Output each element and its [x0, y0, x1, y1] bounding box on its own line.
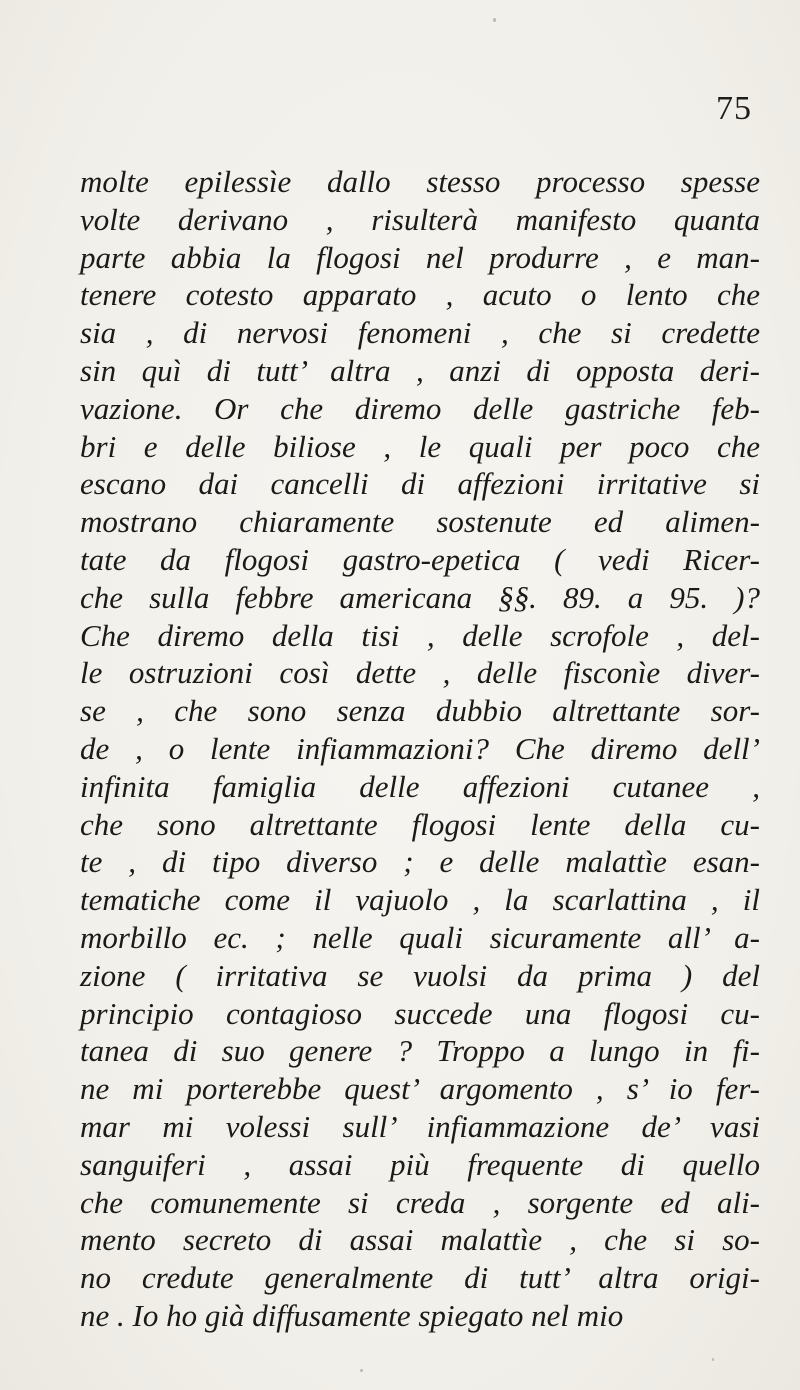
text-line: ne mi porterebbe quest’ argomento , s’ io fer-: [80, 1071, 760, 1107]
text-line: volte derivano , risulterà manifesto quanta: [80, 201, 760, 237]
text-line: molte epilessìe dallo stesso processo spesse: [80, 164, 760, 199]
text-line: bri e delle biliose , le quali per poco che: [80, 428, 760, 464]
text-line: che sono altrettante flogosi lente della cu-: [80, 806, 760, 842]
text-line: vazione. Or che diremo delle gastriche feb-: [80, 390, 760, 426]
text-line: principio contagioso succede una flogosi cu-: [80, 995, 760, 1031]
text-line: che sulla febbre americana §§. 89. a 95. )?: [80, 579, 760, 615]
text-line: de , o lente infiammazioni? Che diremo dell’: [80, 730, 760, 766]
text-line: se , che sono senza dubbio altrettante sor-: [80, 693, 760, 729]
text-line: che comunemente si creda , sorgente ed ali-: [80, 1184, 760, 1220]
body-text: [80, 163, 760, 1335]
text-line: no credute generalmente di tutt’ altra origi-: [80, 1260, 760, 1296]
text-line: tenere cotesto apparato , acuto o lento che: [80, 277, 760, 313]
text-line: mostrano chiaramente sostenute ed alimen-: [80, 504, 760, 540]
text-line: mar mi volessi sull’ infiammazione de’ vasi: [80, 1108, 760, 1144]
text-line: te , di tipo diverso ; e delle malattìe esan-: [80, 844, 760, 880]
text-line: sia , di nervosi fenomeni , che si credette: [80, 315, 760, 351]
text-line: tanea di suo genere ? Troppo a lungo in fi-: [80, 1033, 760, 1069]
page-number: 75: [716, 90, 752, 127]
text-line: parte abbia la flogosi nel produrre , e man-: [80, 239, 760, 275]
text-line: Che diremo della tisi , delle scrofole , del-: [80, 617, 760, 653]
paper-speck: [360, 1369, 363, 1372]
paper-speck: [712, 1358, 714, 1361]
text-line: sanguiferi , assai più frequente di quello: [80, 1146, 760, 1182]
text-line: morbillo ec. ; nelle quali sicuramente all’ a-: [80, 919, 760, 955]
text-line: ne . Io ho già diffusamente spiegato nel mio: [80, 1297, 624, 1333]
text-line: mento secreto di assai malattìe , che si so-: [80, 1222, 760, 1258]
text-line: le ostruzioni così dette , delle fisconìe diver-: [80, 655, 760, 691]
text-line: tate da flogosi gastro-epetica ( vedi Ricer-: [80, 541, 760, 577]
text-line: sin quì di tutt’ altra , anzi di opposta deri-: [80, 352, 760, 388]
text-line: escano dai cancelli di affezioni irritative si: [80, 466, 760, 502]
paper-speck: [493, 18, 496, 22]
text-line: tematiche come il vajuolo , la scarlattina , il: [80, 882, 760, 918]
text-line: zione ( irritativa se vuolsi da prima ) del: [80, 957, 760, 993]
text-line: infinita famiglia delle affezioni cutanee ,: [80, 768, 760, 804]
